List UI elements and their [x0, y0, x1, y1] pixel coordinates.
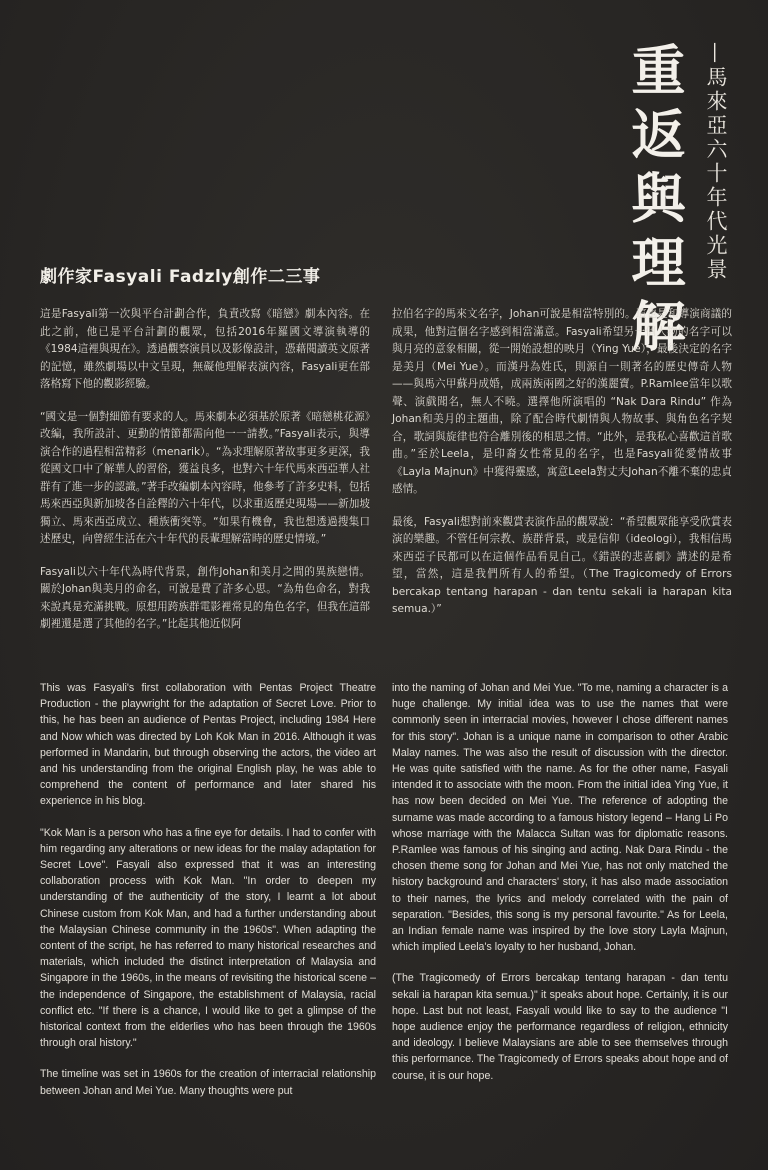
paragraph: 最後，Fasyali想對前來觀賞表演作品的觀眾說：“希望觀眾能享受欣賞表演的樂趣。不管任何宗教、族群背景，或是信仰（ideologi），我相信馬來西亞子民都可以在這個作品看見自己。《錯誤的悲喜劇》講述的是希望，當然，這是我們所有人的希望。（The Tragicomedy of Errors bercakap tentang harapan - dan tentu sekali ia harapan kita semua.）” — [392, 515, 732, 615]
chinese-section-heading: 劇作家Fasyali Fadzly創作二三事 — [40, 267, 321, 287]
page-subtitle: —馬來亞六十年代光景 — [704, 42, 728, 282]
paragraph: “國文是一個對細節有要求的人。馬來劇本必須基於原著《暗戀桃花源》改編，我所設計、更動的情節都需向他一一請教。”Fasyali表示，與導演合作的過程相當精彩（menarik）。“為求理解原著故事更多更深，我從國文口中了解華人的習俗，獲益良多，也對六十年代馬來西亞華人社群有了進一步的認識。”著手改編劇本內容時，他參考了許多史料，包括馬來西亞與新加坡各自詮釋的六十年代，以求重返歷史現場——新加坡獨立、馬來西亞成立、種族衝突等。“如果有機會，我也想透過搜集口述歷史，向曾經生活在六十年代的長輩理解當時的歷史情境。” — [40, 410, 370, 545]
paragraph: "Kok Man is a person who has a fine eye for details. I had to confer with him regarding any alterations or new ideas for the malay adaptation for Secret Love". Fasyali also expressed that it was an interesting collaboration process with Kok Man. "In order to deepen my understanding of the authenticity of the story, I learnt a lot about Chinese custom from Kok Man, and had a further understanding about the Malaysian Chinese community in the 1960s". When adapting the content of the script, he has referred to many historical researches and materials, which included the distinct interpretation of Malaysia and Singapore in the 1960s, in the means of revisiting the historical scene – the independence of Singapore, the establishment of Malaysia, racial conflict etc. "If there is a chance, I would like to get a glimpse of the historical context from the elderlies who has been through the 1960s through oral history." — [40, 826, 376, 1050]
paragraph: into the naming of Johan and Mei Yue. "To me, naming a character is a huge challenge. My initial idea was to use the names that were commonly seen in interracial movies, however I chose different names for this story". Johan is a unique name in comparison to other Arabic Malay names. The was also the result of discussion with the director. He was quite satisfied with the name. As for the other name, Fasyali intended it to associate with the moon. From the initial idea Ying Yue, it has now been decided on Mei Yue. The reference of adopting the surname was made according to a famous history legend – Hang Li Po whose marriage with the Malacca Sultan was for diplomatic reasons. P.Ramlee was famous of his singing and acting. Nak Dara Rindu - the chosen theme song for Johan and Mei Yue, has not only matched the history background and characters' story, it has also made association to their names, the lyrics and melody correlated with the pain of separation. "Besides, this song is my personal favourite." As for Leela, an Indian female name was inspired by the love story Layla Majnun, which implied Leela's loyalty to her husband, Johan. — [392, 682, 728, 954]
chinese-column-right — [392, 306, 732, 634]
english-column-right — [392, 680, 728, 1099]
paragraph: 這是Fasyali第一次與平台計劃合作，負責改寫《暗戀》劇本內容。在此之前，他已是平台計劃的觀眾，包括2016年羅國文導演執導的《1984這裡與現在》。透過觀察演員以及影像設計，憑藉閱讀英文原著的記憶，雖然劇場以中文呈現，無礙他理解表演內容，Fasyali更在部落格寫下他的觀影經驗。 — [40, 308, 370, 390]
page-title: 重返與理解 — [623, 42, 687, 362]
paragraph: (The Tragicomedy of Errors bercakap tentang harapan - dan tentu sekali ia harapan kita semua.)" it speaks about hope. Certainly, it is our hope. Last but not least, Fasyali would like to say to the audience "I hope audience enjoy the performance regardless of religion, ethnicity and ideology. I believe Malaysians are able to see themselves through this performance. The Tragicomedy of Errors speaks about hope and of course, it is our hope. — [392, 972, 728, 1082]
paragraph: Fasyali以六十年代為時代背景，創作Johan和美月之間的異族戀情。關於Johan與美月的命名，可說是費了許多心思。“為角色命名，對我來說真是充滿挑戰。原想用跨族群電影裡常見的角色名字，但我在這部劇裡還是選了其他的名字。”比起其他近似阿 — [40, 565, 370, 630]
chinese-column-left — [40, 306, 370, 649]
paragraph: This was Fasyali's first collaboration with Pentas Project Theatre Production - the playwright for the adaptation of Secret Love. Prior to this, he has been an audience of Pentas Project, including 1984 Here and Now which was directed by Loh Kok Man in 2016. Although it was performed in Mandarin, but through observing the actors, the video art and his understanding from the original English play, he was able to comprehend the content of performance and later shared his experience in his blog. — [40, 682, 376, 808]
english-column-left — [40, 680, 376, 1114]
paragraph: 拉伯名字的馬來文名字，Johan可說是相當特別的。這也是和導演商議的成果，他對這個名字感到相當滿意。Fasyali希望另一個人物的名字可以與月亮的意象相關，從一開始設想的映月（Ying Yue），最後決定的名字是美月（Mei Yue）。而漢丹為姓氏，則源自一則著名的歷史傳奇人物——與馬六甲蘇丹成婚，成兩族兩國之好的漢麗寶。P.Ramlee當年以歌聲、演戲聞名，無人不曉。選擇他所演唱的 “Nak Dara Rindu” 作為Johan和美月的主題曲，除了配合時代劇情與人物故事、與角色名字契合，歌詞與旋律也符合離別後的相思之情。“此外，是我私心喜歡這首歌曲。”至於Leela，是印裔女性常見的名字，也是Fasyali從愛情故事《Layla Majnun》中獲得靈感，寓意Leela對丈夫Johan不離不棄的忠貞感情。 — [392, 308, 732, 495]
paragraph: The timeline was set in 1960s for the creation of interracial relationship between Johan and Mei Yue. Many thoughts were put — [40, 1068, 376, 1097]
